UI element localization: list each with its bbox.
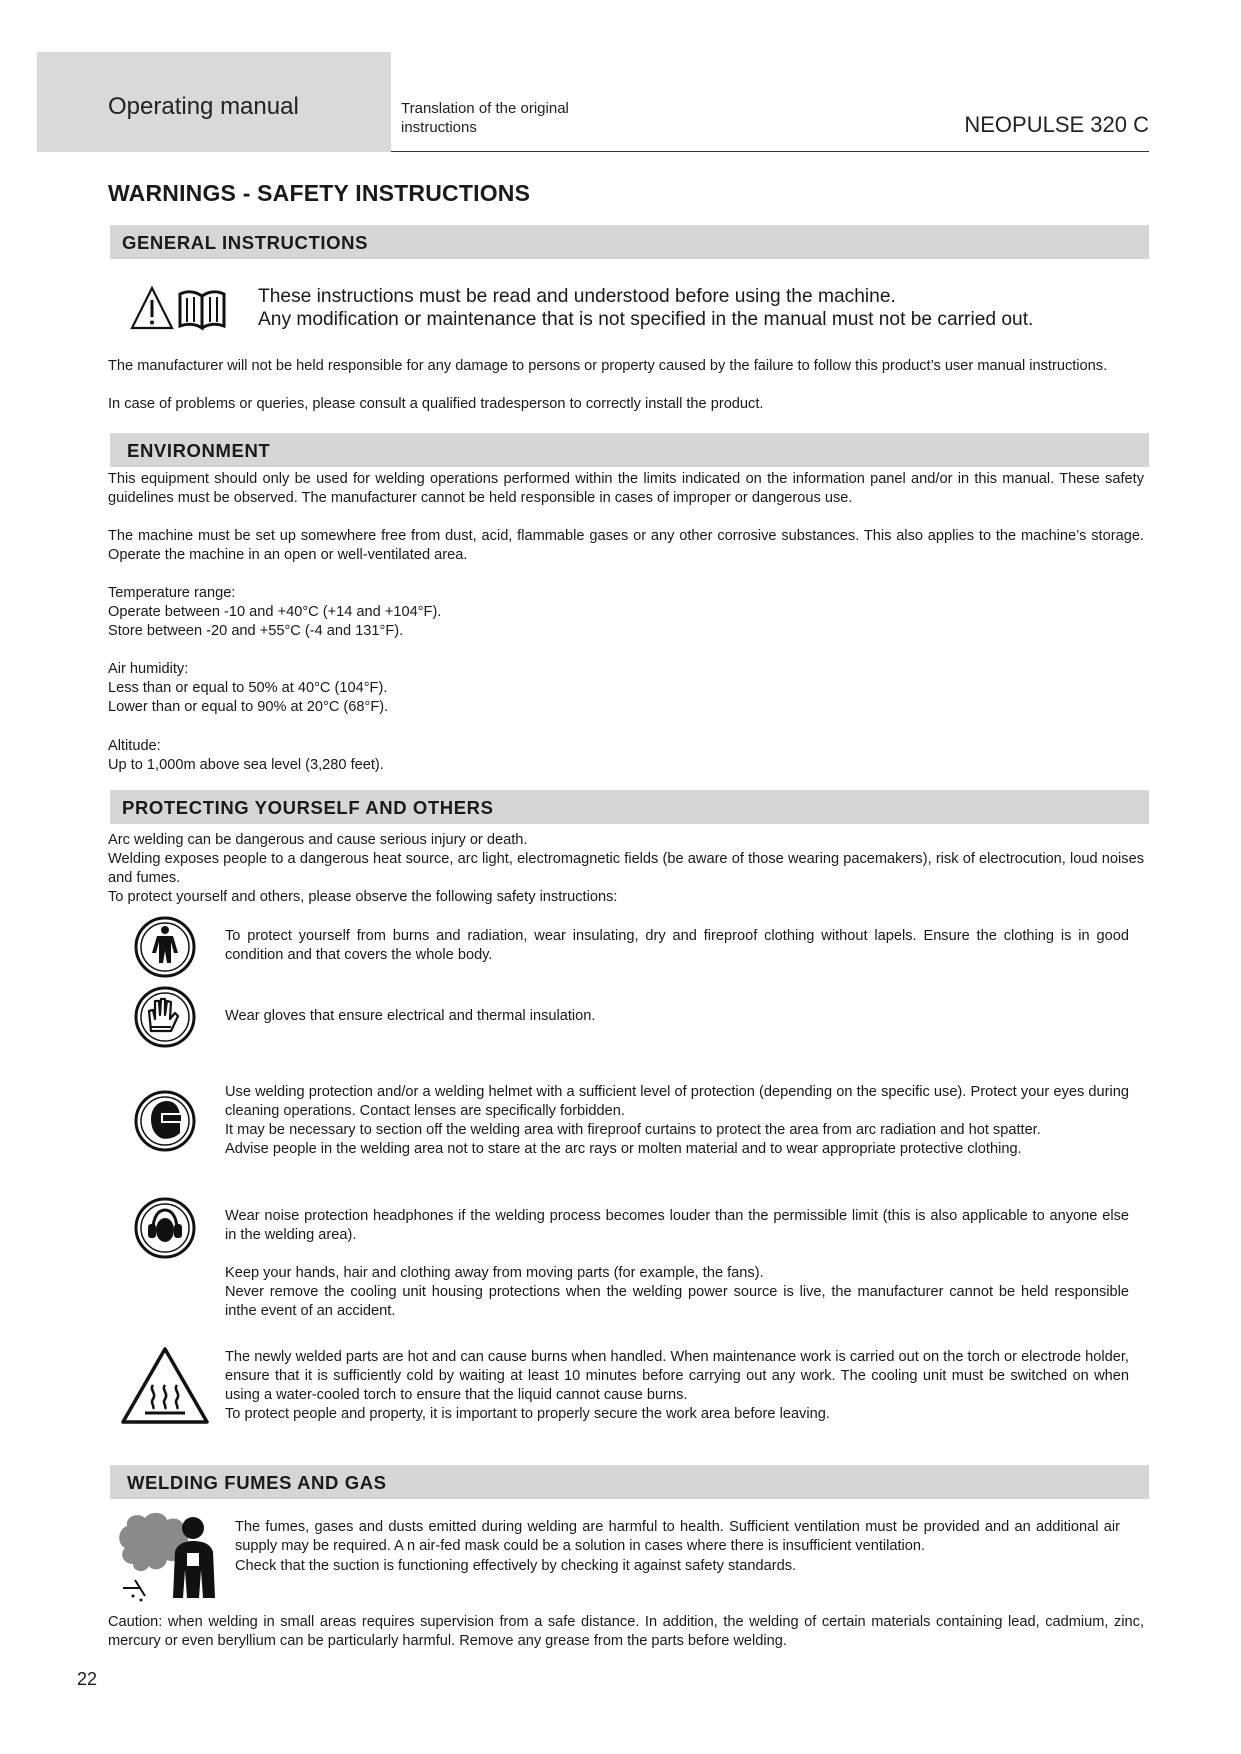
general-highlight [258,285,1033,331]
temperature-store: Store between -20 and +55°C (-4 and 131°F). [108,623,404,639]
welding-fumes-icon [115,1508,227,1606]
protecting-intro-2: Welding exposes people to a dangerous heat source, arc light, electromagnetic fields (be aware of those wearing pacemakers), risk of electrocution, loud noises and fumes. [108,851,1144,886]
temperature-block [108,584,1144,641]
environment-paragraph-2: The machine must be set up somewhere free from dust, acid, flammable gases or any other corrosive substances. This also applies to the machine’s storage. Operate the machine in an open or well-ventilated area. [108,528,1144,563]
fumes-text-1: The fumes, gases and dusts emitted during welding are harmful to health. Sufficient ventilation must be provided and an additional air supply may be required. A n air-fed mask could be a solution in cases where there is insufficient ventilation. [235,1519,1120,1554]
general-paragraph-1: The manufacturer will not be held responsible for any damage to persons or property caused by the failure to follow this product’s user manual instructions. [108,358,1108,374]
altitude-label: Altitude: [108,738,161,754]
environment-paragraph-1: This equipment should only be used for welding operations performed within the limits indicated on the information panel and/or in this manual. These safety guidelines must be observed. The manufacturer cannot be held responsible in cases of improper or dangerous use. [108,471,1144,506]
header-rule [391,151,1149,152]
altitude-block [108,737,1144,775]
section-heading-environment [110,433,1149,467]
document-title: Operating manual [108,93,299,120]
section-heading-protecting-label: PROTECTING YOURSELF AND OTHERS [122,797,494,818]
fumes-caution: Caution: when welding in small areas requires supervision from a safe distance. In addition, the welding of certain materials containing lead, cadmium, zinc, mercury or even beryllium can be particularly harmful. Remove any grease from the parts before welding. [108,1614,1144,1649]
humidity-line-2: Lower than or equal to 90% at 20°C (68°F). [108,699,389,715]
ear-protection-icon [133,1196,197,1260]
section-heading-fumes [110,1465,1149,1499]
humidity-line-1: Less than or equal to 50% at 40°C (104°F). [108,680,388,696]
protecting-intro-1: Arc welding can be dangerous and cause serious injury or death. [108,832,528,848]
fumes-text-2: Check that the suction is functioning effectively by checking it against safety standards. [235,1558,797,1574]
humidity-label: Air humidity: [108,661,189,677]
header-subtitle-line1: Translation of the original [401,100,569,117]
protecting-intro-3: To protect yourself and others, please observe the following safety instructions: [108,889,618,905]
humidity-block [108,660,1144,717]
section-heading-environment-label: ENVIRONMENT [127,440,271,461]
temperature-operate: Operate between -10 and +40°C (+14 and +104°F). [108,604,442,620]
moving-parts-text-1: Keep your hands, hair and clothing away from moving parts (for example, the fans). [225,1265,764,1281]
clothing-text: To protect yourself from burns and radiation, wear insulating, dry and fireproof clothing without lapels. Ensure the clothing is in good condition and that covers the whole body. [225,928,1129,963]
helmet-text-1: Use welding protection and/or a welding helmet with a sufficient level of protection (depending on the specific use). Protect your eyes during cleaning operations. Contact lenses are specifically forbidden. [225,1084,1129,1119]
moving-parts-text-2: Never remove the cooling unit housing protections when the welding power source is live, the manufacturer cannot be held responsible inthe event of an accident. [225,1284,1129,1319]
section-heading-general-label: GENERAL INSTRUCTIONS [122,232,369,253]
header-subtitle [401,99,661,137]
section-heading-fumes-label: WELDING FUMES AND GAS [127,1472,387,1493]
helmet-text-3: Advise people in the welding area not to stare at the arc rays or molten material and to wear appropriate protective clothing. [225,1141,1022,1157]
page-number: 22 [77,1669,98,1689]
header-subtitle-line2: instructions [401,119,477,136]
general-paragraph-2: In case of problems or queries, please consult a qualified tradesperson to correctly install the product. [108,396,764,412]
protective-gloves-icon [133,985,197,1049]
helmet-text-2: It may be necessary to section off the welding area with fireproof curtains to protect the area from arc radiation and hot spatter. [225,1122,1041,1138]
general-highlight-line1: These instructions must be read and understood before using the machine. [258,286,896,307]
hot-parts-text-1: The newly welded parts are hot and can cause burns when handled. When maintenance work is carried out on the torch or electrode holder, ensure that it is sufficiently cold by waiting at least 10 minutes before carrying out any work. The cooling unit must be switched on when using a water-cooled torch to ensure that the liquid cannot cause burns. [225,1349,1129,1403]
gloves-text: Wear gloves that ensure electrical and thermal insulation. [225,1008,596,1024]
protective-clothing-icon [133,915,197,979]
temperature-label: Temperature range: [108,585,236,601]
hot-parts-text-2: To protect people and property, it is important to properly secure the work area before leaving. [225,1406,830,1422]
warning-read-manual-icon [130,284,228,334]
section-heading-protecting [110,790,1149,824]
general-highlight-line2: Any modification or maintenance that is not specified in the manual must not be carried out. [258,309,1034,330]
model-name: NEOPULSE 320 C [964,112,1149,137]
page-title: WARNINGS - SAFETY INSTRUCTIONS [108,180,531,206]
noise-text: Wear noise protection headphones if the welding process becomes louder than the permissible limit (this is also applicable to anyone else in the welding area). [225,1208,1129,1243]
altitude-line-1: Up to 1,000m above sea level (3,280 feet). [108,757,384,773]
hot-surface-warning-icon [119,1345,211,1427]
welding-helmet-icon [133,1089,197,1153]
section-heading-general [110,225,1149,259]
